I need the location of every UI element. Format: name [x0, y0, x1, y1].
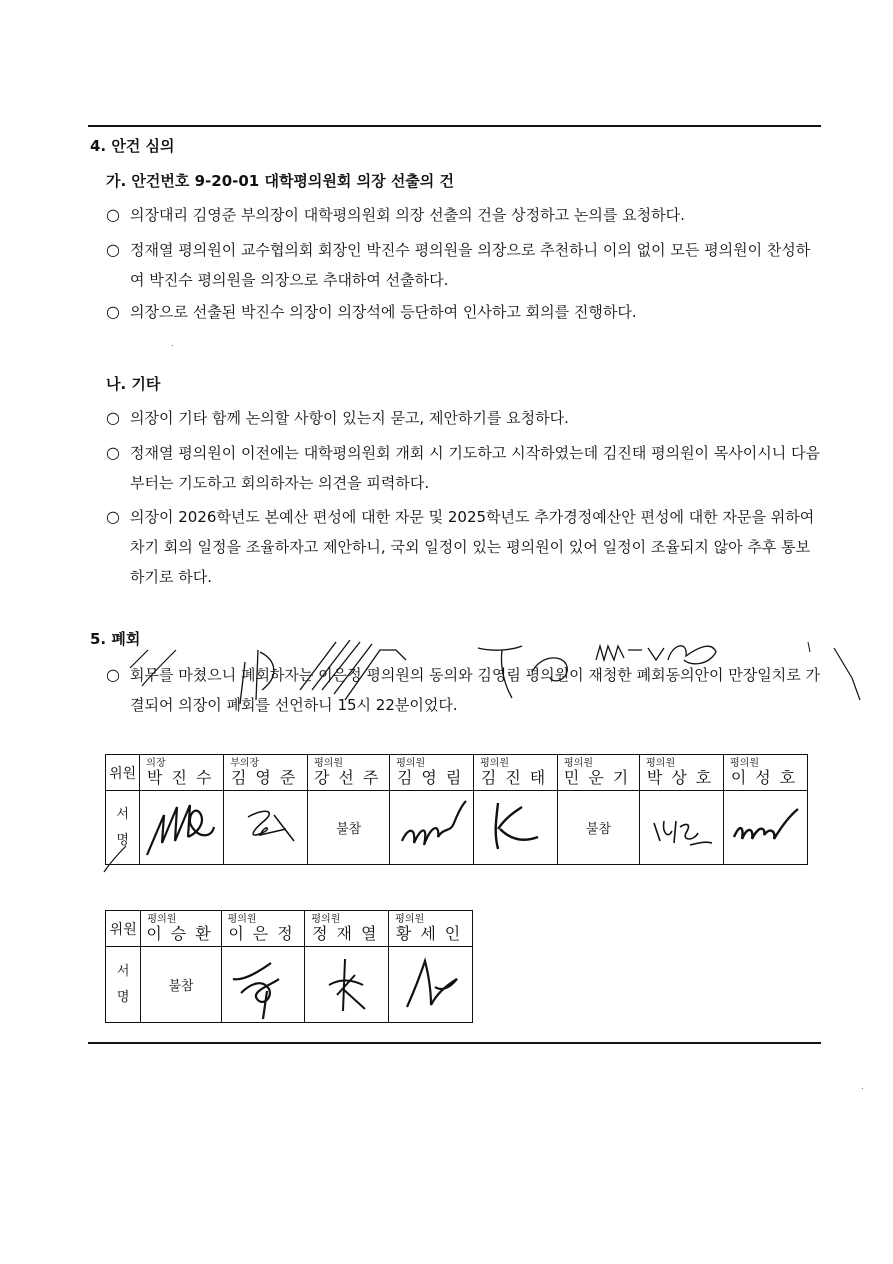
- signature-cell: [724, 791, 808, 865]
- top-rule: [88, 125, 821, 127]
- member-role: 평의원: [564, 758, 593, 769]
- sign-label: 서 명: [106, 947, 141, 1023]
- list-item: [106, 403, 822, 433]
- signature-image: [226, 793, 306, 863]
- signature-cell: [141, 947, 221, 1023]
- member-header: 위원: [106, 911, 141, 947]
- signature-cell: [640, 791, 724, 865]
- item-text: 회무를 마쳤으니 폐회하자는 이은정 평의원의 동의와 김영림 평의원이 재청한 폐회동의안이 만장일치로 가결되어 의장이 폐회를 선언하니 15시 22분이었다.: [130, 666, 821, 714]
- member-cell: [640, 755, 724, 791]
- signature-cell: [221, 947, 305, 1023]
- bullet-icon: ○: [106, 408, 120, 427]
- list-item: [106, 438, 822, 498]
- member-cell: [305, 911, 389, 947]
- member-name: 이승환: [146, 924, 220, 943]
- member-name: 정재열: [312, 924, 386, 943]
- member-role: 평의원: [396, 758, 426, 769]
- member-role: 평의원: [395, 914, 425, 925]
- bottom-rule: [88, 1042, 821, 1044]
- member-cell: [141, 911, 221, 947]
- member-name: 민운기: [563, 768, 638, 787]
- signature-image: [726, 793, 806, 863]
- signature-image: [392, 793, 472, 863]
- member-role: 평의원: [227, 914, 257, 925]
- absent-label: 불참: [336, 822, 362, 837]
- item-text: 의장대리 김영준 부의장이 대학평의원회 의장 선출의 건을 상정하고 논의를 요청하다.: [130, 206, 685, 224]
- member-name: 강선주: [313, 768, 388, 787]
- member-cell: [140, 755, 224, 791]
- list-item: [106, 660, 822, 720]
- sign-label: 서 명: [106, 791, 140, 865]
- member-role: 평의원: [147, 914, 177, 925]
- member-cell: [224, 755, 308, 791]
- signature-image: [391, 949, 471, 1021]
- signature-cell: [308, 791, 390, 865]
- member-name: 황세인: [395, 924, 470, 943]
- section-4-title: 4. 안건 심의: [90, 137, 175, 155]
- signature-image: [307, 949, 387, 1021]
- member-role: 평의원: [311, 914, 341, 925]
- member-role: 의장: [146, 758, 166, 769]
- bullet-icon: ○: [106, 665, 120, 684]
- member-cell: [390, 755, 474, 791]
- signature-cell: [140, 791, 224, 865]
- member-cell: [221, 911, 305, 947]
- member-role: 평의원: [646, 758, 676, 769]
- bullet-icon: ○: [106, 443, 120, 462]
- signature-cell: [305, 947, 389, 1023]
- signature-cell: [390, 791, 474, 865]
- member-cell: [308, 755, 390, 791]
- member-name: 박상호: [646, 768, 721, 787]
- bullet-icon: ○: [106, 507, 120, 526]
- signature-image: [642, 793, 722, 863]
- bullet-icon: ○: [106, 302, 120, 321]
- member-name: 김영림: [396, 768, 471, 787]
- item-text: 의장이 기타 함께 논의할 사항이 있는지 묻고, 제안하기를 요청하다.: [130, 409, 569, 427]
- list-item: [106, 502, 822, 592]
- signature-cell: [558, 791, 640, 865]
- signature-table-2: [105, 910, 473, 1023]
- item-text: 정재열 평의원이 이전에는 대학평의원회 개회 시 기도하고 시작하였는데 김진태 평의원이 목사이시니 다음부터는 기도하고 회의하자는 의견을 피력하다.: [130, 444, 821, 492]
- bullet-icon: ○: [106, 240, 120, 259]
- member-cell: [389, 911, 473, 947]
- list-item: [106, 297, 822, 327]
- absent-label: 불참: [168, 979, 194, 994]
- item-text: 의장으로 선출된 박진수 의장이 의장석에 등단하여 인사하고 회의를 진행하다.: [130, 303, 637, 321]
- member-name: 이성호: [730, 768, 805, 787]
- absent-label: 불참: [586, 822, 612, 837]
- signature-table-1: [105, 754, 808, 865]
- signature-image: [476, 793, 556, 863]
- member-cell: [558, 755, 640, 791]
- signature-cell: [389, 947, 473, 1023]
- bullet-icon: ○: [106, 205, 120, 224]
- section-5-title: 5. 폐회: [90, 630, 141, 648]
- member-role: 평의원: [730, 758, 760, 769]
- list-item: [106, 235, 822, 295]
- signature-cell: [474, 791, 558, 865]
- member-name: 김영준: [230, 768, 305, 787]
- member-name: 이은정: [228, 924, 302, 943]
- member-name: 박진수: [147, 768, 221, 787]
- member-role: 평의원: [480, 758, 510, 769]
- member-role: 평의원: [314, 758, 344, 769]
- member-role: 부의장: [230, 758, 260, 769]
- section-4b-title: 나. 기타: [106, 375, 161, 393]
- member-name: 김진태: [480, 768, 555, 787]
- item-text: 의장이 2026학년도 본예산 편성에 대한 자문 및 2025학년도 추가경정예산안 편성에 대한 자문을 위하여 차기 회의 일정을 조율하자고 제안하니, 국외 일정이 있는 평의원이 있어 일정이 조율되지 않아 추후 통보하기로 하다.: [130, 508, 815, 586]
- member-header: 위원: [106, 755, 140, 791]
- item-text: 정재열 평의원이 교수협의회 회장인 박진수 평의원을 의장으로 추천하니 이의 없이 모든 평의원이 찬성하여 박진수 평의원을 의장으로 추대하여 선출하다.: [130, 241, 811, 289]
- section-4a-title: 가. 안건번호 9-20-01 대학평의원회 의장 선출의 건: [106, 172, 454, 190]
- list-item: [106, 200, 822, 230]
- signature-image: [223, 949, 303, 1021]
- signature-image: [142, 793, 222, 863]
- member-cell: [474, 755, 558, 791]
- member-cell: [724, 755, 808, 791]
- signature-cell: [224, 791, 308, 865]
